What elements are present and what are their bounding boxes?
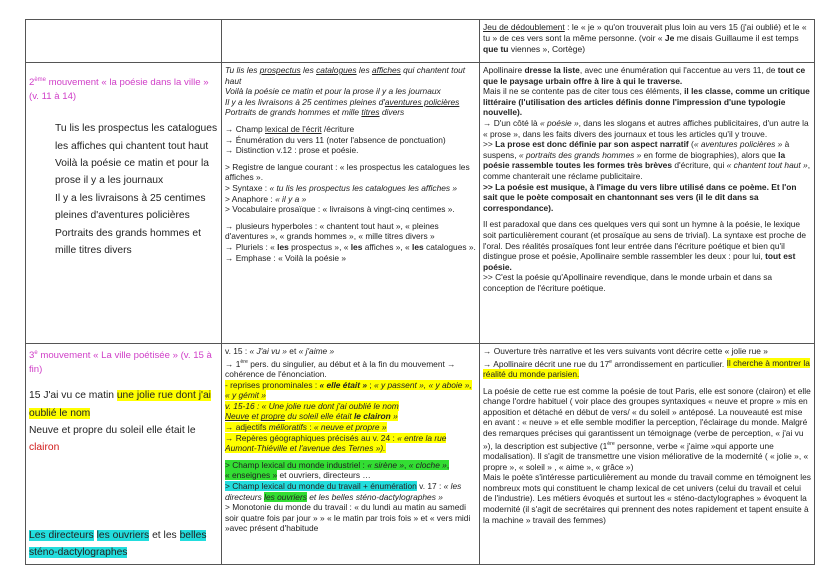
text-run: « y passent », « y aboie », « y gémit » [225, 379, 472, 401]
text-run: → Repères géographiques précisés au v. 24 : [225, 432, 398, 443]
text-line [225, 422, 476, 433]
text-run: , dans les slogans et autres affiches publicitaires, d'un autre la « prose », dans les faits divers des journaux et tous les articles qu'il y trouve. [483, 117, 809, 139]
text-line [225, 97, 476, 108]
text-run: le clairon [353, 411, 391, 422]
text-run: les [412, 241, 424, 252]
text-line [483, 386, 811, 473]
table-row [26, 344, 815, 565]
text-run: 15 J'ai vu ce matin [29, 390, 117, 402]
row2-middle-cell [222, 344, 480, 565]
text-run: les ouvriers [264, 491, 307, 502]
text-line [225, 357, 476, 380]
paragraph-spacer [29, 457, 218, 527]
text-line [225, 86, 476, 97]
text-run: qui chantent tout haut [225, 65, 466, 86]
text-run: Voilà la poésie ce matin et pour la prose il y a les journaux [225, 86, 441, 97]
text-run: et [286, 346, 299, 356]
text-line [225, 460, 476, 471]
row1-heading-cell [26, 63, 222, 344]
text-line [225, 346, 476, 357]
text-line [483, 272, 811, 293]
text-line [483, 219, 811, 272]
text-run: ère [240, 358, 248, 365]
text-run: → Champ [225, 123, 266, 134]
text-line [225, 221, 476, 242]
text-line [29, 120, 218, 155]
text-run: → Énumération du vers 11 (noter l'absence de ponctuation) [225, 134, 446, 145]
text-run: La poésie de cette rue est comme la poésie de tout Paris, elle est sonore (clairon) et elle change l'ordre habituel ( voir place des groupes syntaxiques « neuve et propre » mis en apposition et détaché en début de vers/ « du soleil » antéposé. La nouveauté est mise en avant : « neuve » et elle semble modifier la perception, l'éclairage du monde. Malgré des remarques précises qui garantissent un témoignage (verbe de perception, « j'ai vu »), la description est subjective (1 [483, 385, 811, 451]
text-line [225, 481, 476, 502]
text-line [483, 182, 811, 214]
text-line [483, 65, 811, 86]
text-run: mouvement « la poésie dans la ville » (v. 11 à 14) [29, 77, 209, 103]
text-run: Les directeurs [29, 529, 94, 541]
text-run: → Emphase : « Voilà la poésie » [225, 252, 347, 263]
text-run: « tu lis les prospectus les catalogues les affiches » [269, 182, 458, 193]
poem-excerpt-2 [29, 120, 218, 259]
text-run: affiches [371, 65, 401, 75]
text-run: 3 [29, 350, 35, 362]
text-line [225, 502, 476, 534]
text-run: pers. du singulier, au début et à la fin du mouvement → cohérence de l'énonciation. [225, 358, 456, 379]
text-run: « cloche » [408, 459, 447, 470]
text-run: Mais le poète s'intéresse particulièrement au monde du travail comme en témoignent les nombreux mots qui constituent le champ lexical de cet univers (celui du travail et celui de l'industrie). Les métiers évoqués et surtout les « sténo-dactylographes » évoquent la modernité (il s'agit de secrétaires qui prennent des notes rapidement et tapent ensuite à la machine » travail des femmes) [483, 472, 811, 525]
row2-heading-cell [26, 344, 222, 565]
row0-right-text [483, 22, 811, 55]
row2-interpretation [483, 346, 811, 525]
text-line [29, 73, 218, 104]
text-line [483, 139, 811, 181]
row0-heading-cell [26, 20, 222, 63]
text-line [225, 401, 476, 412]
text-run: v. 15-16 : « Une jolie rue dont j'ai oublié le nom [225, 400, 399, 411]
text-run: /écriture [321, 123, 355, 134]
text-run: >> La poésie est musique, à l'image du vers libre utilisé dans ce poème. Et l'on sait que le poète composait en chantonnant ses vers (il le dit dans sa correspondance). [483, 181, 797, 213]
text-run: et les [149, 529, 180, 541]
text-run: il les classe, comme un critique littéraire (l'utilisation des articles définis donne l'impression d'une typologie nouvelle). [483, 86, 810, 118]
text-run: Portraits des grands hommes et mille titres divers [55, 227, 201, 257]
text-run: Tu lis les [225, 65, 260, 75]
text-line [29, 422, 218, 457]
text-run: Mais il ne se contente pas de citer tous ces éléments, [483, 86, 685, 97]
text-run: « poésie » [540, 117, 579, 128]
text-run: catalogues ». [423, 241, 476, 252]
text-run: « portraits des grands hommes » [518, 149, 642, 160]
text-run: → Pluriels : « [225, 241, 278, 252]
text-run: >> C'est la poésie qu'Apollinaire revendique, dans le monde urbain et dans sa conception de l'écriture poétique. [483, 272, 773, 293]
text-run: « entre la rue Aumont-Thiéville et l'avenue des Ternes »). [225, 432, 447, 454]
text-run: clairon [29, 442, 60, 454]
text-run: > Registre de langue courant : « les prospectus les catalogues les affiches ». [225, 161, 470, 183]
text-run: > Anaphore : [225, 193, 276, 204]
commentary-table [25, 19, 815, 565]
text-run: la poésie rassemble toutes les formes très brèves [483, 149, 786, 171]
text-run: v. 15 : [225, 346, 250, 356]
text-run: : [306, 421, 314, 432]
text-run: en forme de biographies), alors que [641, 149, 779, 160]
text-line [483, 472, 811, 525]
text-line [225, 470, 476, 481]
text-run: >> [483, 139, 496, 150]
text-run: , comme chanterait une réclame publicitaire. [483, 160, 811, 181]
text-run: catalogues [316, 65, 357, 75]
text-run: et ouvriers, directeurs … [277, 470, 371, 481]
text-run: Il est paradoxal que dans ces quelques vers qui sont un hymne à la poésie, le lexique soit particulièrement courant (et prosaïque au sens de trivial). La syntaxe est proche de l'oral. Des réalités prosaïques font leur entrée dans l'écriture poétique et bien qu'il distingue prose et poésie, Apollinaire semble rassembler les deux : pour lui, [483, 219, 807, 262]
text-line [483, 346, 811, 357]
text-run: - reprises pronominales : [225, 379, 320, 390]
text-run: me disais Guillaume il est temps [674, 33, 799, 43]
text-run: → Apollinaire décrit une rue du 17 [483, 358, 610, 369]
text-run: Il y a les livraisons à 25 centimes pleines d'aventures policières [55, 192, 206, 222]
text-run: mélioratifs [268, 421, 307, 432]
text-run: v. 17 : [416, 480, 444, 491]
text-run: « neuve et propre » [313, 421, 387, 432]
text-line [225, 204, 476, 215]
text-line [225, 65, 476, 86]
text-line [483, 357, 811, 380]
text-line [29, 190, 218, 225]
row1-interpretation [483, 65, 811, 293]
text-line [225, 433, 476, 454]
text-run: e [34, 350, 38, 356]
text-run: ème [34, 77, 46, 83]
text-line [225, 411, 476, 422]
text-line [225, 242, 476, 253]
text-run: → D'un côté là [483, 117, 540, 128]
text-run: les ouvriers [96, 529, 150, 541]
text-run: Tu lis les prospectus les catalogues les affiches qui chantent tout haut [55, 123, 218, 152]
text-line [225, 107, 476, 118]
text-run: La prose est donc définie par son aspect narratif [495, 139, 689, 150]
text-run: → Ouverture très narrative et les vers suivants vont décrire cette « jolie rue » [483, 346, 768, 356]
text-run: dresse la liste [524, 65, 580, 75]
text-line [29, 346, 218, 377]
text-line [483, 86, 811, 118]
row0-middle-cell [222, 20, 480, 63]
text-line [225, 253, 476, 264]
text-run: « il y a » [275, 193, 307, 204]
text-run: Neuve [225, 411, 250, 422]
text-line [225, 124, 476, 135]
row2-right-cell [480, 344, 815, 565]
text-run: et les belles sténo-dactylographes » [306, 491, 443, 502]
section-heading-2 [29, 73, 218, 104]
text-run: les [356, 65, 372, 75]
text-run: « elle était » [319, 379, 367, 390]
text-run: « aventures policières » [693, 139, 783, 150]
text-run: > Champ lexical du monde industriel : [225, 459, 368, 470]
text-run: → adjectifs [225, 421, 269, 432]
text-line [483, 22, 811, 55]
text-line [225, 194, 476, 205]
text-run: et [249, 411, 261, 422]
text-run: , [404, 459, 409, 470]
text-run: « j'aime » [298, 346, 335, 356]
table-row [26, 63, 815, 344]
text-run: > Vocabulaire prosaïque : « livraisons à vingt-cinq centimes ». [225, 204, 455, 215]
text-run: du soleil elle était [285, 411, 354, 422]
text-run: « chantent tout haut » [726, 160, 808, 171]
text-run: e [609, 358, 613, 365]
text-run: 2 [29, 77, 35, 89]
text-run: mouvement « La ville poétisée » (v. 15 à fin) [29, 350, 212, 376]
text-line [225, 162, 476, 183]
text-run: Il cherche à montrer la réalité du monde parisien. [483, 358, 810, 379]
text-line [29, 527, 218, 562]
text-run: « sirène » [367, 459, 404, 470]
text-run: propre [260, 411, 286, 422]
text-run: Portraits de grands hommes et mille [225, 107, 362, 118]
text-run: → Distinction v.12 : prose et poésie. [225, 145, 359, 156]
text-run: divers [379, 107, 405, 118]
text-run: > Syntaxe : [225, 182, 270, 193]
text-run: aventures policières [384, 96, 460, 107]
table-row [26, 20, 815, 63]
text-run: , [446, 459, 450, 470]
text-run: à suspens, [483, 139, 790, 160]
row1-middle-cell [222, 63, 480, 344]
text-run: Voilà la poésie ce matin et pour la prose il y a les journaux [55, 158, 209, 187]
section-heading-3 [29, 346, 218, 377]
text-run: que tu [483, 44, 509, 54]
text-run: Jeu de dédoublement [483, 22, 565, 32]
text-run: » [390, 411, 398, 422]
text-run: tout est poésie. [483, 251, 796, 272]
row1-analysis [225, 65, 476, 263]
text-run: tout ce que le paysage urbain offre à lire à qui le traverse. [483, 65, 806, 86]
text-line [225, 135, 476, 146]
text-run: Il y a les livraisons à 25 centimes pleines d' [225, 96, 385, 107]
text-line [225, 145, 476, 156]
text-run: → plusieurs hyperboles : « chantent tout haut », « pleines d'aventures », « grands hommes », « mille titres divers » [225, 220, 439, 242]
text-run: ère [607, 440, 615, 447]
text-run: belles sténo-dactylographes [29, 529, 207, 559]
text-line [225, 183, 476, 194]
text-run: « enseignes » [225, 470, 278, 481]
text-run: prospectus », « [288, 241, 351, 252]
text-run: ( [688, 139, 694, 150]
text-run: ; [367, 379, 374, 390]
text-run: lexical de l'écrit [265, 123, 322, 134]
text-line [29, 155, 218, 190]
text-run: affiches », « [362, 241, 413, 252]
text-run: une jolie rue dont j'ai oublié le nom [29, 390, 211, 419]
text-run: viennes », Cortège) [508, 44, 586, 54]
text-run: > Monotonie du monde du travail : « du lundi au matin au samedi soir quatre fois par jour » » « le matin par trois fois » et « vers midi »avec présent d'habitude [225, 502, 471, 534]
text-run: les [350, 241, 363, 252]
poem-excerpt-3 [29, 387, 218, 561]
text-run: personne, verbe « j'aime »qui apporte une modalisation). Il s'agit de transmettre une vision méliorative de la modernité ( « jolie », « propre », « soleil » , « aime », « grâce ») [483, 440, 809, 472]
row2-analysis [225, 346, 476, 534]
text-run: Je [664, 33, 675, 43]
text-run: « J'ai vu » [249, 346, 287, 356]
text-run: : le « je » qu'on trouverait plus loin au vers 15 (j'ai oublié) et le « tu » de ces vers sont la même personne. (voir « [483, 22, 807, 43]
text-run: Neuve et propre du soleil elle était le [29, 425, 196, 436]
text-run: Apollinaire [483, 65, 525, 75]
text-run: d'écriture, qui [672, 160, 727, 171]
text-run: → 1 [225, 358, 241, 369]
text-run: arrondissement en particulier. [612, 358, 727, 369]
text-run: , avec une énumération qui l'accentue au vers 11, de [579, 65, 778, 75]
text-run: prospectus [259, 65, 301, 75]
row1-right-cell [480, 63, 815, 344]
row0-right-cell [480, 20, 815, 63]
text-run: les [277, 241, 289, 252]
text-run: les [300, 65, 317, 75]
text-line [225, 380, 476, 401]
text-line [29, 387, 218, 422]
text-run: > Champ lexical du monde du travail + énumération [225, 480, 417, 491]
text-run: titres [361, 107, 380, 118]
text-line [29, 225, 218, 260]
text-run: « les directeurs [225, 480, 462, 502]
text-line [483, 118, 811, 139]
